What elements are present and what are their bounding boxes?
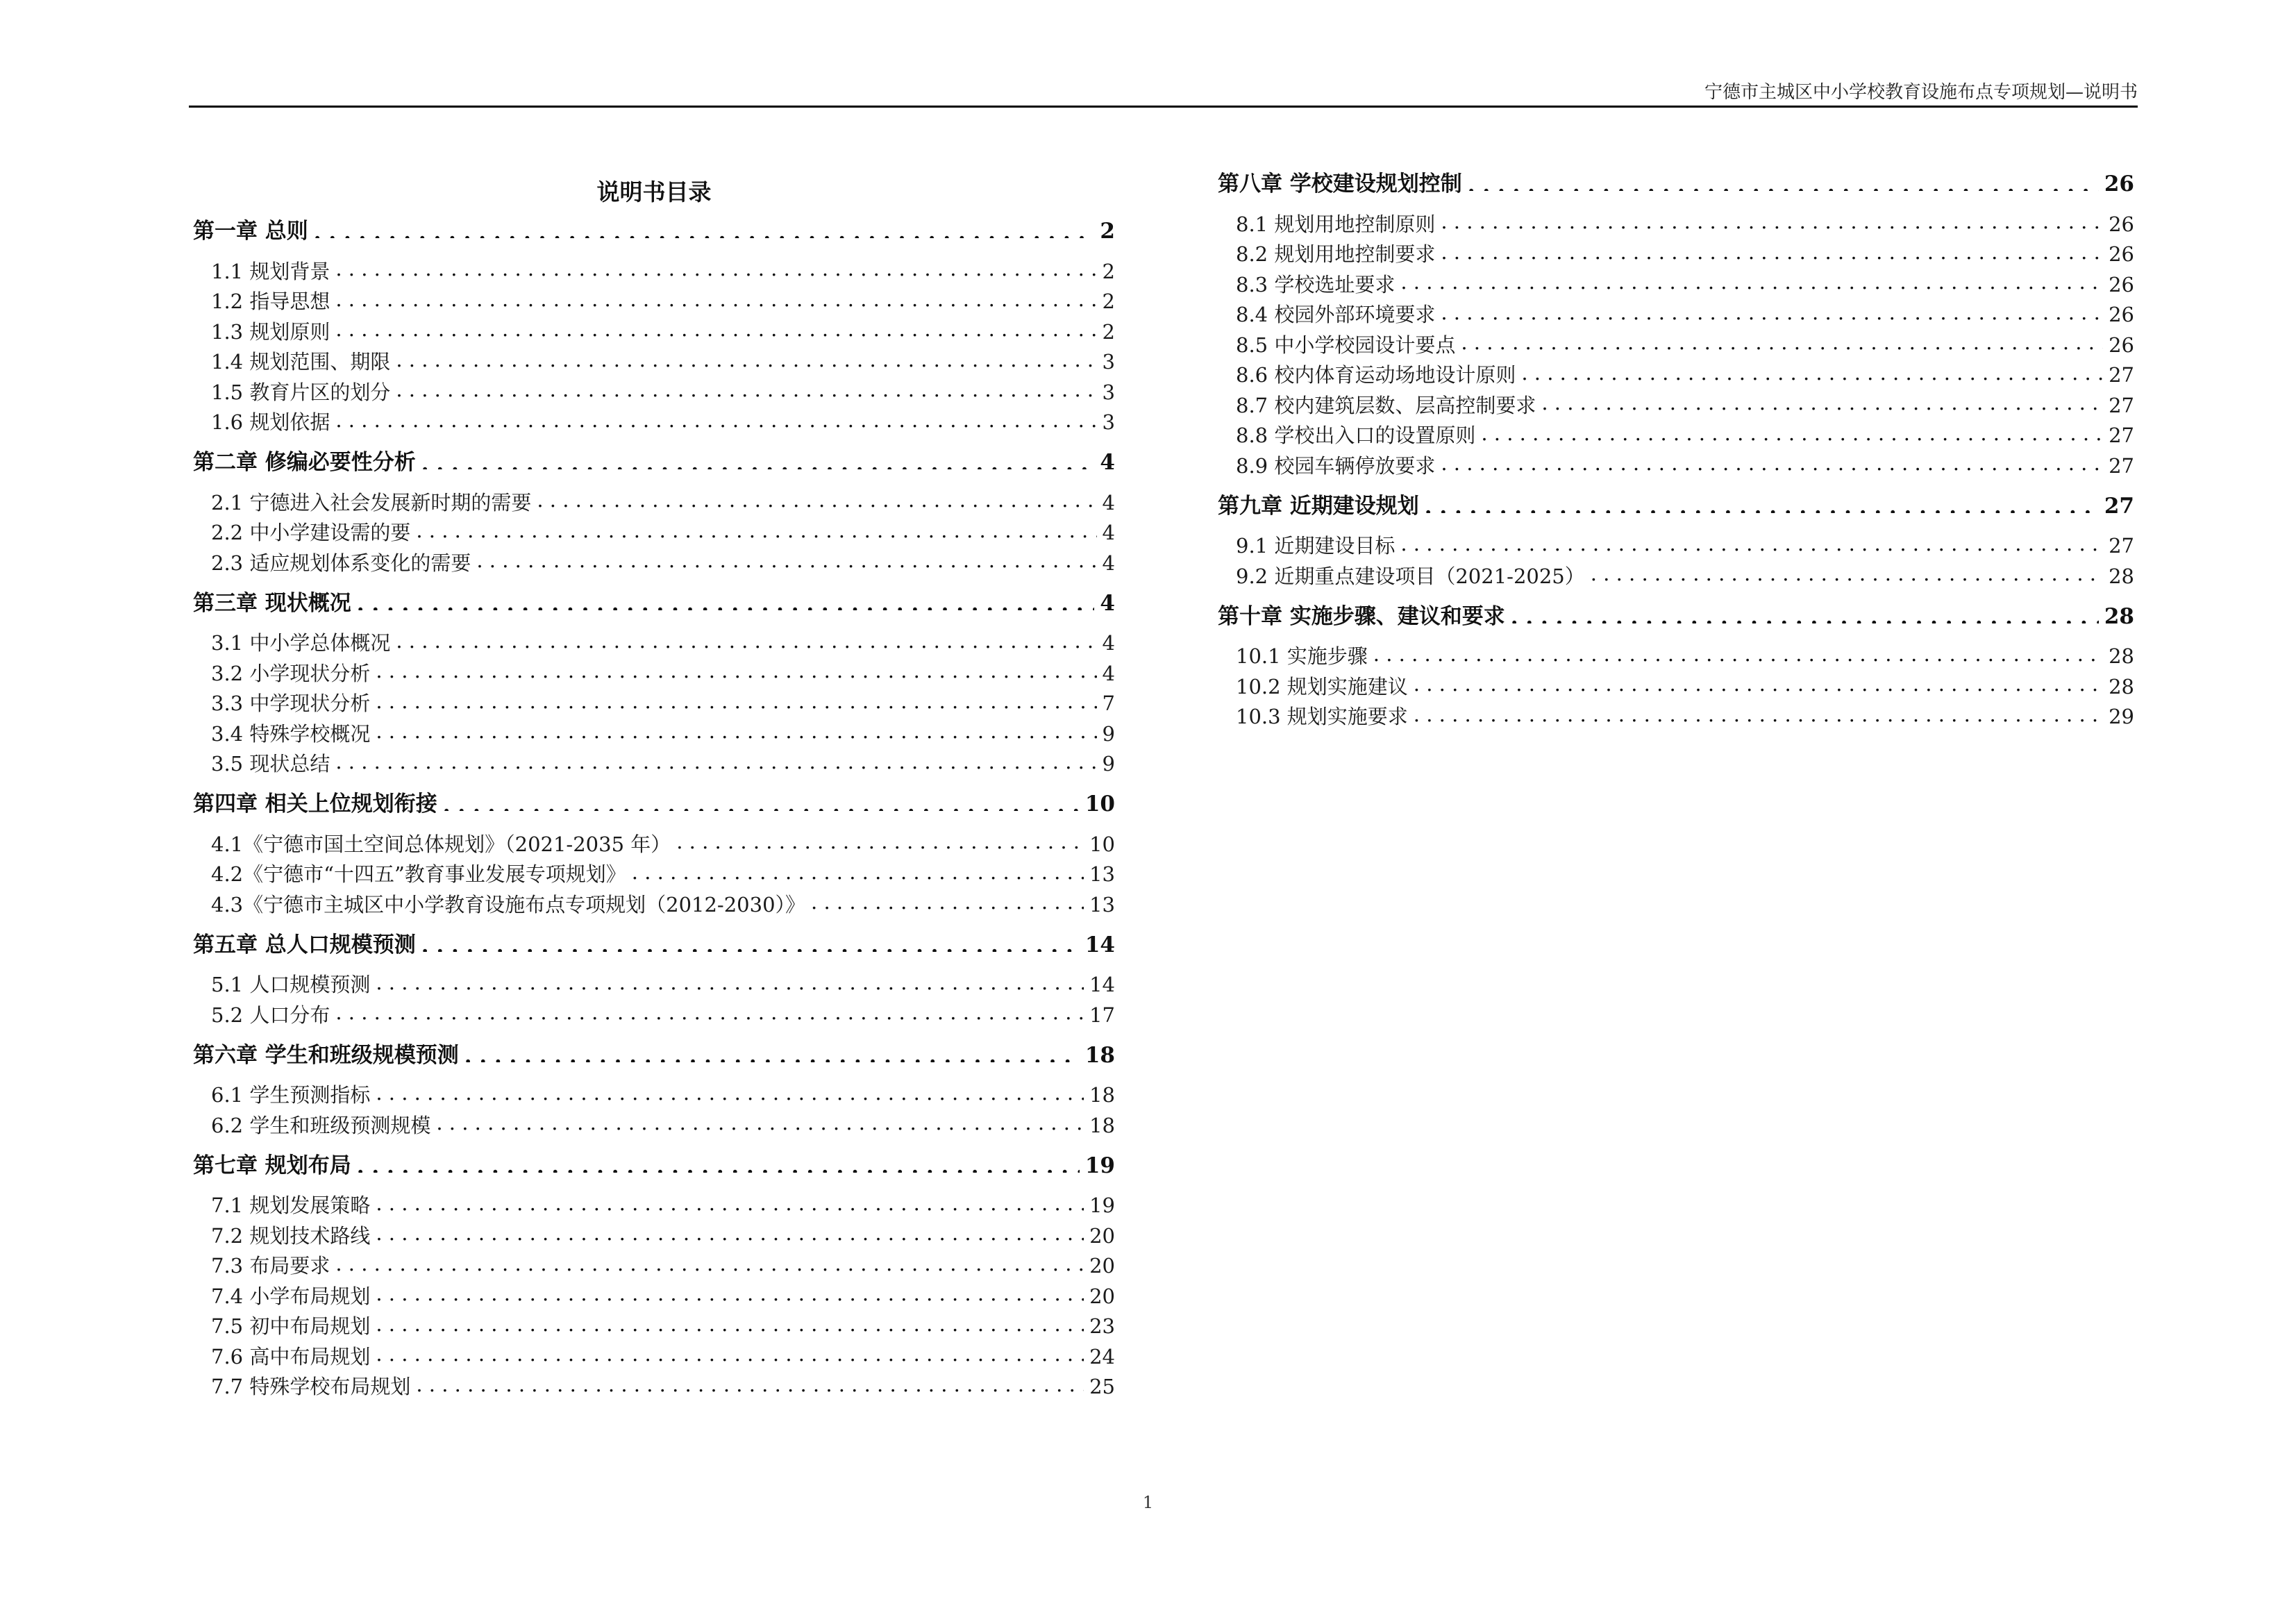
dot-leader (357, 584, 1095, 610)
chapter-page-number: 4 (1100, 590, 1115, 616)
dot-leader (1414, 669, 2103, 694)
toc-section-group (193, 827, 1115, 918)
chapter-title: 第六章 学生和班级规模预测 (193, 1042, 459, 1068)
section-page-number: 4 (1102, 551, 1115, 575)
section-page-number: 13 (1089, 892, 1115, 916)
chapter-page-number: 18 (1084, 1042, 1115, 1068)
section-page-number: 4 (1102, 521, 1115, 545)
section-title: 3.5 现状总结 (211, 752, 330, 776)
dot-leader (416, 516, 1096, 540)
dot-leader (376, 1219, 1084, 1243)
toc-section-entry[interactable] (193, 1309, 1115, 1340)
section-page-number: 3 (1102, 350, 1115, 374)
dot-leader (464, 1036, 1080, 1062)
section-title: 7.6 高中布局规划 (211, 1344, 371, 1368)
section-title: 10.3 规划实施要求 (1236, 705, 1408, 729)
toc-chapter-entry[interactable] (193, 442, 1115, 483)
toc-section-entry[interactable] (193, 1339, 1115, 1370)
dot-leader (1373, 639, 2103, 664)
dot-leader (1400, 267, 2103, 292)
section-page-number: 18 (1089, 1113, 1115, 1137)
toc-chapter-entry[interactable] (193, 1146, 1115, 1186)
dot-leader (1441, 298, 2103, 322)
toc-section-entry[interactable] (193, 1108, 1115, 1139)
section-title: 8.5 中小学校园设计要点 (1236, 333, 1456, 357)
toc-section-entry[interactable] (1218, 237, 2134, 268)
toc-section-entry[interactable] (193, 516, 1115, 546)
chapter-page-number: 2 (1100, 219, 1115, 244)
toc-chapter-entry[interactable] (193, 583, 1115, 623)
section-page-number: 2 (1102, 319, 1115, 344)
section-title: 2.1 宁德进入社会发展新时期的需要 (211, 490, 532, 514)
chapter-page-number: 19 (1084, 1153, 1115, 1178)
section-page-number: 3 (1102, 410, 1115, 435)
toc-chapter-entry[interactable] (1218, 486, 2134, 526)
dot-leader (376, 1309, 1084, 1334)
dot-leader (537, 485, 1096, 510)
dot-leader (416, 1370, 1084, 1394)
dot-leader (376, 968, 1084, 992)
section-title: 5.2 人口分布 (211, 1003, 330, 1027)
section-title: 6.2 学生和班级预测规模 (211, 1113, 431, 1137)
section-title: 5.1 人口规模预测 (211, 973, 371, 997)
section-page-number: 20 (1089, 1223, 1115, 1248)
toc-chapter-entry[interactable] (1218, 596, 2134, 637)
section-title: 4.3《宁德市主城区中小学教育设施布点专项规划（2012-2030）》 (211, 892, 806, 916)
section-page-number: 2 (1102, 290, 1115, 314)
toc-section-entry[interactable] (193, 285, 1115, 315)
section-page-number: 19 (1089, 1194, 1115, 1218)
toc-section-group (1218, 639, 2134, 730)
toc-section-entry[interactable] (193, 998, 1115, 1028)
section-title: 8.7 校内建筑层数、层高控制要求 (1236, 393, 1536, 417)
dot-leader (1441, 207, 2103, 231)
toc-chapter-entry[interactable] (193, 784, 1115, 824)
dot-leader (1441, 449, 2103, 473)
toc-left-list (193, 211, 1115, 1400)
dot-leader (1425, 487, 2099, 512)
section-page-number: 24 (1089, 1344, 1115, 1368)
dot-leader (335, 285, 1096, 309)
section-title: 6.1 学生预测指标 (211, 1083, 371, 1107)
toc-section-entry[interactable] (193, 485, 1115, 516)
section-page-number: 2 (1102, 259, 1115, 283)
section-page-number: 26 (2109, 333, 2134, 357)
section-page-number: 18 (1089, 1083, 1115, 1107)
chapter-title: 第八章 学校建设规划控制 (1218, 171, 1462, 196)
chapter-title: 第三章 现状概况 (193, 590, 351, 616)
chapter-page-number: 14 (1084, 932, 1115, 957)
section-page-number: 14 (1089, 973, 1115, 997)
section-title: 4.1《宁德市国土空间总体规划》（2021-2035 年） (211, 832, 671, 856)
section-title: 2.3 适应规划体系变化的需要 (211, 551, 471, 575)
section-page-number: 28 (2109, 674, 2134, 698)
toc-section-entry[interactable] (193, 1219, 1115, 1249)
dot-leader (1414, 700, 2103, 724)
chapter-page-number: 4 (1100, 450, 1115, 475)
dot-leader (1441, 237, 2103, 262)
dot-leader (376, 1339, 1084, 1364)
toc-section-entry[interactable] (193, 656, 1115, 687)
chapter-title: 第九章 近期建设规划 (1218, 493, 1419, 519)
section-page-number: 27 (2109, 424, 2134, 448)
toc-chapter-entry[interactable] (193, 211, 1115, 251)
section-title: 7.4 小学布局规划 (211, 1284, 371, 1308)
toc-section-entry[interactable] (1218, 639, 2134, 670)
dot-leader (335, 747, 1096, 771)
section-page-number: 20 (1089, 1284, 1115, 1308)
section-title: 8.8 学校出入口的设置原则 (1236, 424, 1476, 448)
section-page-number: 25 (1089, 1375, 1115, 1399)
section-title: 1.1 规划背景 (211, 259, 330, 283)
dot-leader (476, 546, 1096, 570)
dot-leader (335, 315, 1096, 339)
dot-leader (396, 375, 1096, 399)
section-title: 7.1 规划发展策略 (211, 1194, 371, 1218)
dot-leader (376, 687, 1096, 711)
section-title: 8.2 规划用地控制要求 (1236, 242, 1436, 267)
section-page-number: 13 (1089, 862, 1115, 887)
toc-section-group (193, 485, 1115, 576)
dot-leader (421, 926, 1080, 951)
toc-chapter-entry[interactable] (1218, 164, 2134, 204)
dot-leader (421, 444, 1095, 469)
section-page-number: 4 (1102, 661, 1115, 685)
toc-right-column (1218, 164, 2134, 737)
toc-section-entry[interactable] (193, 405, 1115, 436)
section-title: 8.6 校内体育运动场地设计原则 (1236, 363, 1516, 387)
section-title: 1.4 规划范围、期限 (211, 350, 391, 374)
section-page-number: 26 (2109, 212, 2134, 236)
toc-section-entry[interactable] (193, 1078, 1115, 1109)
dot-leader (811, 887, 1084, 912)
chapter-page-number: 27 (2104, 493, 2134, 519)
section-title: 3.3 中学现状分析 (211, 692, 371, 716)
section-page-number: 9 (1102, 721, 1115, 746)
toc-section-entry[interactable] (1218, 700, 2134, 730)
dot-leader (1521, 358, 2103, 383)
chapter-title: 第七章 规划布局 (193, 1153, 351, 1178)
section-page-number: 27 (2109, 453, 2134, 478)
section-title: 4.2《宁德市“十四五”教育事业发展专项规划》 (211, 862, 626, 887)
dot-leader (376, 1189, 1084, 1213)
section-title: 7.5 初中布局规划 (211, 1314, 371, 1339)
dot-leader (436, 1108, 1084, 1132)
section-title: 9.1 近期建设目标 (1236, 534, 1396, 558)
toc-section-entry[interactable] (1218, 669, 2134, 700)
toc-section-group (193, 968, 1115, 1028)
toc-section-entry[interactable] (1218, 207, 2134, 237)
toc-section-entry[interactable] (1218, 388, 2134, 419)
section-page-number: 28 (2109, 644, 2134, 669)
toc-left-column (193, 174, 1115, 1407)
toc-section-entry[interactable] (193, 968, 1115, 998)
section-page-number: 27 (2109, 363, 2134, 387)
toc-section-entry[interactable] (193, 1189, 1115, 1219)
toc-section-group (193, 626, 1115, 778)
toc-right-list (1218, 164, 2134, 730)
toc-section-entry[interactable] (193, 626, 1115, 657)
toc-section-entry[interactable] (1218, 358, 2134, 389)
chapter-page-number: 26 (2104, 171, 2134, 196)
section-page-number: 3 (1102, 380, 1115, 404)
dot-leader (357, 1146, 1080, 1172)
toc-section-entry[interactable] (193, 747, 1115, 778)
toc-chapter-entry[interactable] (193, 1035, 1115, 1075)
section-page-number: 7 (1102, 692, 1115, 716)
toc-section-entry[interactable] (193, 1249, 1115, 1280)
toc-section-entry[interactable] (1218, 328, 2134, 358)
dot-leader (376, 1279, 1084, 1303)
toc-section-group (193, 254, 1115, 435)
section-page-number: 9 (1102, 752, 1115, 776)
dot-leader (335, 254, 1096, 278)
dot-leader (1461, 328, 2103, 352)
chapter-title: 第五章 总人口规模预测 (193, 932, 416, 957)
chapter-page-number: 28 (2104, 603, 2134, 629)
toc-section-entry[interactable] (193, 546, 1115, 576)
section-page-number: 27 (2109, 393, 2134, 417)
section-page-number: 4 (1102, 631, 1115, 655)
section-page-number: 26 (2109, 242, 2134, 267)
toc-section-group (193, 1189, 1115, 1400)
section-title: 3.2 小学现状分析 (211, 661, 371, 685)
toc-section-group (193, 1078, 1115, 1139)
dot-leader (396, 345, 1096, 369)
dot-leader (335, 405, 1096, 430)
dot-leader (335, 1249, 1084, 1273)
running-header: 宁德市主城区中小学校教育设施布点专项规划—说明书 (1704, 82, 2138, 103)
section-title: 8.9 校园车辆停放要求 (1236, 453, 1436, 478)
toc-section-entry[interactable] (193, 687, 1115, 717)
dot-leader (632, 857, 1084, 882)
section-page-number: 27 (2109, 534, 2134, 558)
section-title: 8.1 规划用地控制原则 (1236, 212, 1436, 236)
toc-section-entry[interactable] (193, 1370, 1115, 1400)
section-page-number: 17 (1089, 1003, 1115, 1027)
section-page-number: 10 (1089, 832, 1115, 856)
toc-section-entry[interactable] (1218, 298, 2134, 328)
section-page-number: 26 (2109, 272, 2134, 296)
chapter-title: 第十章 实施步骤、建议和要求 (1218, 603, 1505, 629)
dot-leader (1591, 559, 2103, 583)
toc-section-entry[interactable] (1218, 449, 2134, 479)
toc-section-entry[interactable] (193, 857, 1115, 888)
chapter-title: 第二章 修编必要性分析 (193, 450, 416, 475)
toc-section-entry[interactable] (1218, 559, 2134, 589)
dot-leader (335, 998, 1084, 1022)
toc-section-entry[interactable] (1218, 529, 2134, 560)
dot-leader (676, 827, 1084, 851)
page-number: 1 (1142, 1493, 1154, 1512)
toc-section-entry[interactable] (1218, 267, 2134, 298)
section-title: 7.3 布局要求 (211, 1254, 330, 1278)
toc-section-group (1218, 207, 2134, 479)
toc-section-entry[interactable] (193, 254, 1115, 285)
toc-section-group (1218, 529, 2134, 589)
section-page-number: 26 (2109, 303, 2134, 327)
section-title: 3.4 特殊学校概况 (211, 721, 371, 746)
section-page-number: 28 (2109, 564, 2134, 588)
chapter-title: 第四章 相关上位规划衔接 (193, 792, 437, 817)
section-title: 1.2 指导思想 (211, 290, 330, 314)
chapter-page-number: 10 (1084, 792, 1115, 817)
section-title: 7.7 特殊学校布局规划 (211, 1375, 411, 1399)
dot-leader (1511, 597, 2099, 623)
toc-chapter-entry[interactable] (193, 925, 1115, 965)
section-title: 7.2 规划技术路线 (211, 1223, 371, 1248)
section-page-number: 20 (1089, 1254, 1115, 1278)
dot-leader (376, 1078, 1084, 1103)
section-title: 10.1 实施步骤 (1236, 644, 1368, 669)
toc-section-entry[interactable] (193, 1279, 1115, 1309)
dot-leader (1481, 419, 2103, 443)
header-rule (189, 106, 2138, 108)
section-title: 1.6 规划依据 (211, 410, 330, 435)
toc-section-entry[interactable] (193, 717, 1115, 747)
toc-section-entry[interactable] (193, 345, 1115, 376)
section-title: 8.4 校园外部环境要求 (1236, 303, 1436, 327)
section-page-number: 29 (2109, 705, 2134, 729)
toc-section-entry[interactable] (193, 315, 1115, 345)
dot-leader (1541, 388, 2103, 412)
section-page-number: 23 (1089, 1314, 1115, 1339)
dot-leader (1400, 529, 2103, 553)
section-title: 1.5 教育片区的划分 (211, 380, 391, 404)
dot-leader (314, 212, 1095, 238)
toc-section-entry[interactable] (1218, 419, 2134, 449)
section-title: 3.1 中小学总体概况 (211, 631, 391, 655)
toc-section-entry[interactable] (193, 827, 1115, 857)
toc-title: 说明书目录 (596, 178, 712, 206)
section-title: 10.2 规划实施建议 (1236, 674, 1408, 698)
section-title: 2.2 中小学建设需的要 (211, 521, 411, 545)
dot-leader (376, 656, 1096, 680)
section-title: 8.3 学校选址要求 (1236, 272, 1396, 296)
dot-leader (396, 626, 1096, 651)
chapter-title: 第一章 总则 (193, 219, 308, 244)
dot-leader (376, 717, 1096, 741)
section-title: 1.3 规划原则 (211, 319, 330, 344)
toc-section-entry[interactable] (193, 375, 1115, 405)
section-page-number: 4 (1102, 490, 1115, 514)
dot-leader (1468, 165, 2099, 191)
dot-leader (443, 785, 1080, 811)
section-title: 9.2 近期重点建设项目（2021-2025） (1236, 564, 1585, 588)
toc-section-entry[interactable] (193, 887, 1115, 918)
